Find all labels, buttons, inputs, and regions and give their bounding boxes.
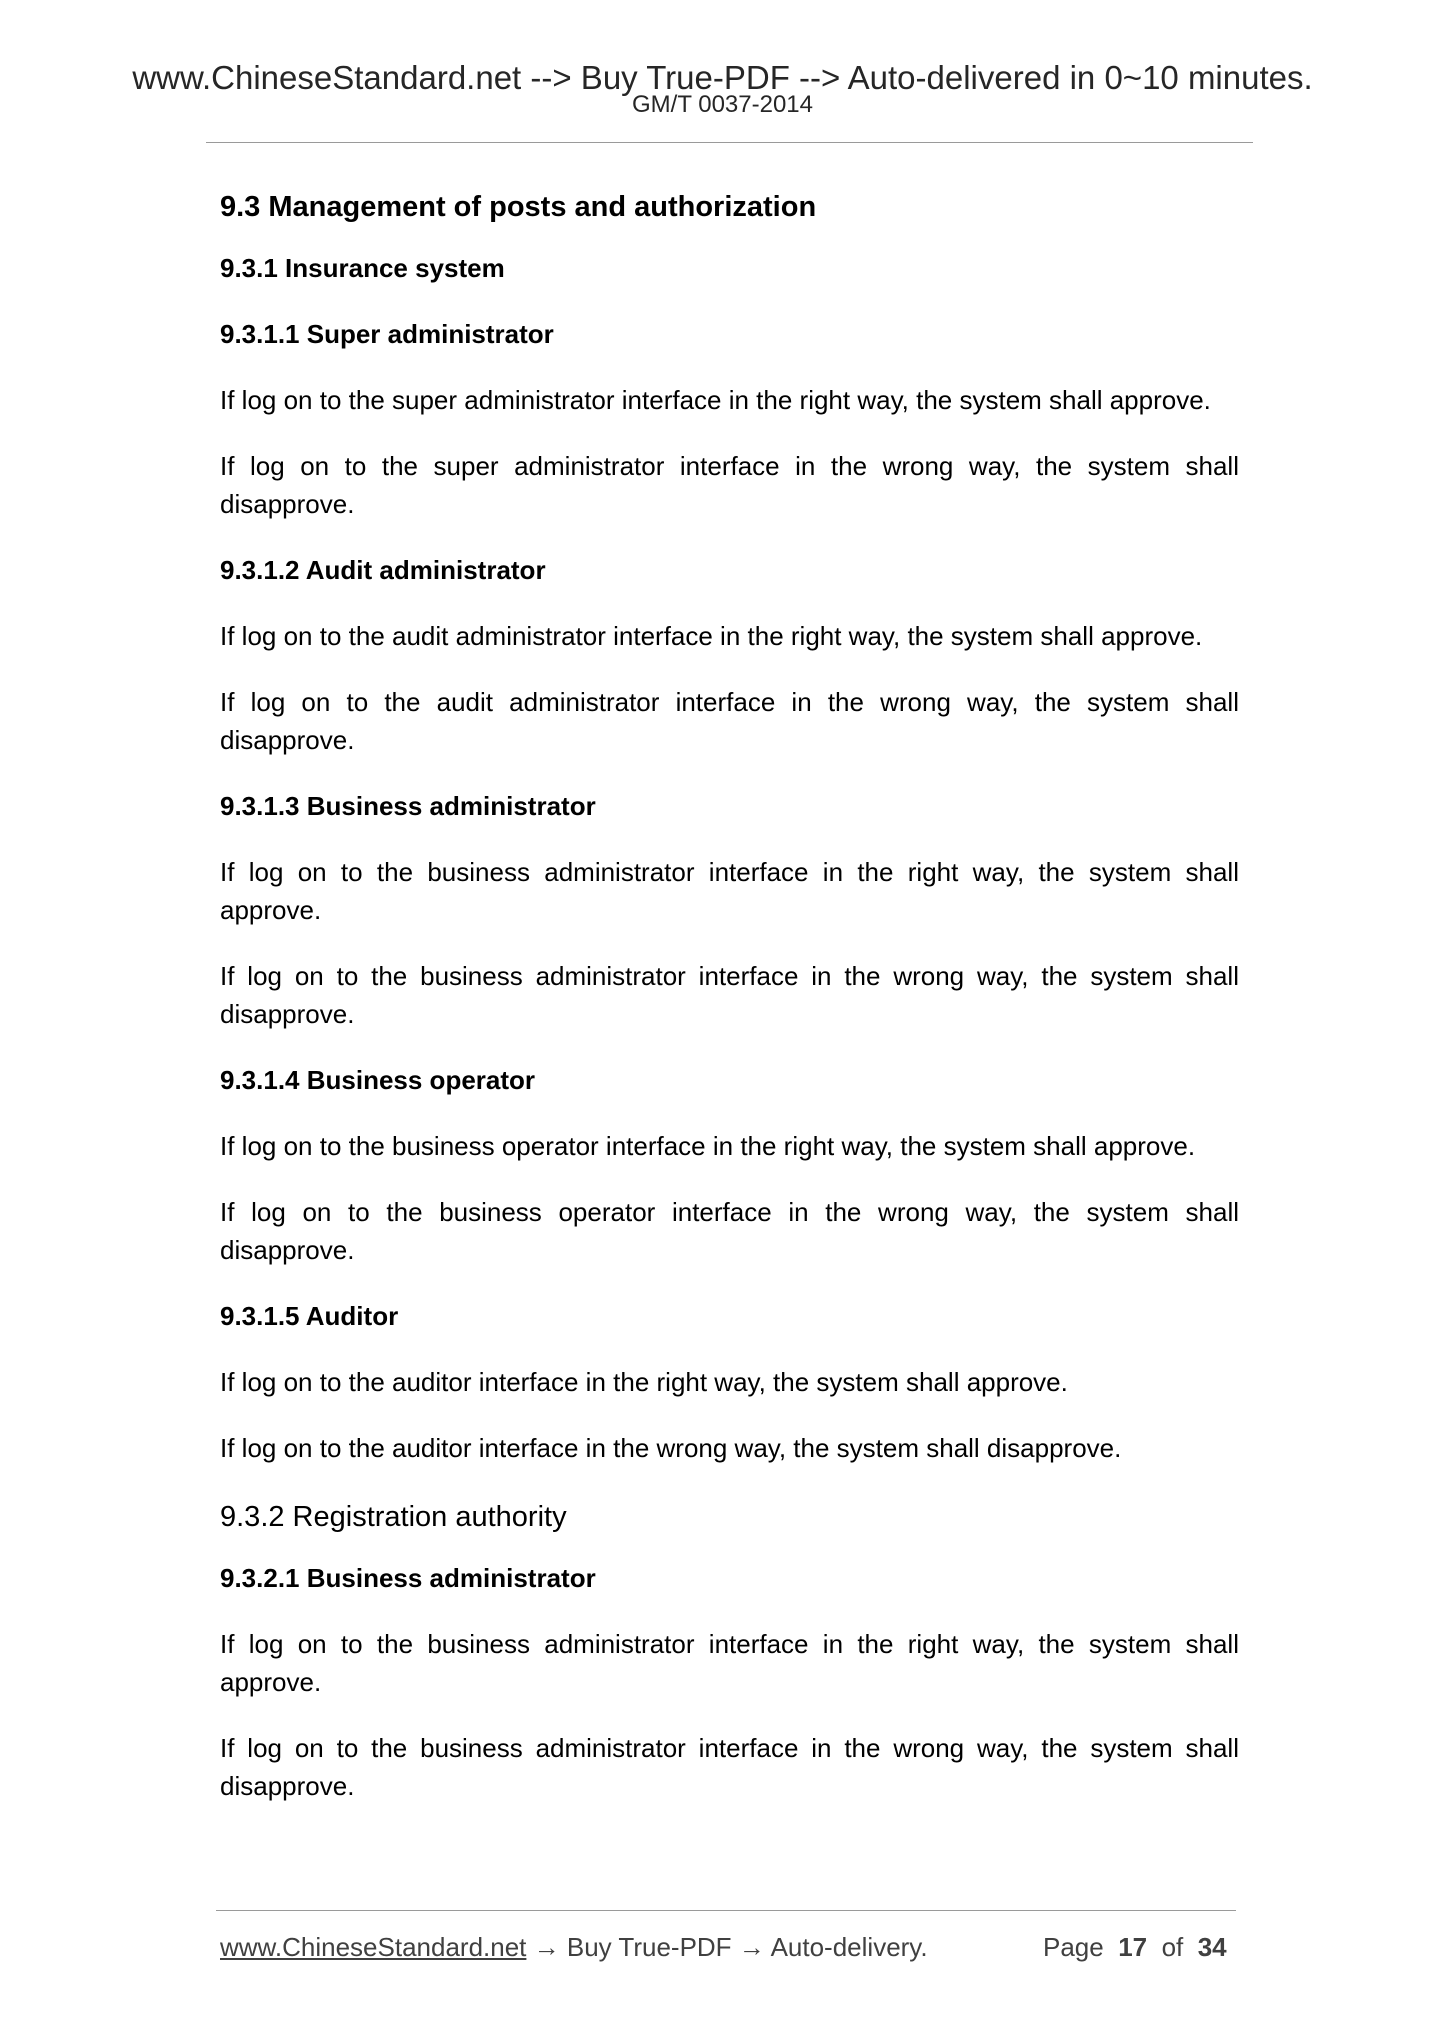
paragraph: If log on to the auditor interface in the wrong way, the system shall disapprove. — [220, 1433, 1122, 1463]
total-pages-number: 34 — [1197, 1932, 1227, 1962]
section-heading-9-3: 9.3 Management of posts and authorization — [220, 191, 817, 223]
paragraph: If log on to the super administrator interface in the right way, the system shall approve. — [220, 385, 1211, 415]
section-heading-9-3-2: 9.3.2 Registration authority — [220, 1501, 567, 1533]
paragraph: If log on to the audit administrator interface in the right way, the system shall approve. — [220, 621, 1203, 651]
paragraph: If log on to the auditor interface in the right way, the system shall approve. — [220, 1367, 1068, 1397]
section-heading-9-3-1-1: 9.3.1.1 Super administrator — [220, 319, 554, 349]
page-indicator — [1043, 1930, 1227, 1964]
paragraph: If log on to the business operator interface in the wrong way, the system shall disapprove. — [220, 1197, 1239, 1265]
section-heading-9-3-1: 9.3.1 Insurance system — [220, 253, 505, 283]
paragraph: If log on to the business administrator interface in the right way, the system shall approve. — [220, 1629, 1239, 1697]
paragraph: If log on to the business administrator interface in the wrong way, the system shall disapprove. — [220, 1733, 1239, 1801]
footer-site-link[interactable]: www.ChineseStandard.net — [220, 1932, 527, 1962]
page-label: Page — [1043, 1932, 1104, 1962]
paragraph: If log on to the business operator interface in the right way, the system shall approve. — [220, 1131, 1196, 1161]
footer-promo — [220, 1930, 928, 1964]
paragraph: If log on to the business administrator interface in the wrong way, the system shall disapprove. — [220, 961, 1239, 1029]
footer-divider — [216, 1910, 1236, 1911]
page-content — [220, 185, 1239, 1833]
paragraph: If log on to the super administrator interface in the wrong way, the system shall disapprove. — [220, 451, 1239, 519]
section-heading-9-3-1-3: 9.3.1.3 Business administrator — [220, 791, 596, 821]
paragraph: If log on to the business administrator interface in the right way, the system shall approve. — [220, 857, 1239, 925]
section-heading-9-3-2-1: 9.3.2.1 Business administrator — [220, 1563, 596, 1593]
section-heading-9-3-1-4: 9.3.1.4 Business operator — [220, 1065, 536, 1095]
paragraph: If log on to the audit administrator interface in the wrong way, the system shall disapprove. — [220, 687, 1239, 755]
footer-promo-text: → Buy True-PDF → Auto-delivery. — [526, 1932, 928, 1962]
of-label: of — [1161, 1932, 1184, 1962]
header-banner: www.ChineseStandard.net --> Buy True-PDF --> Auto-delivered in 0~10 minutes. — [132, 59, 1313, 96]
document-code: GM/T 0037-2014 — [632, 91, 813, 118]
current-page-number: 17 — [1118, 1932, 1148, 1962]
header-divider — [206, 142, 1253, 143]
section-heading-9-3-1-2: 9.3.1.2 Audit administrator — [220, 555, 546, 585]
section-heading-9-3-1-5: 9.3.1.5 Auditor — [220, 1301, 399, 1331]
